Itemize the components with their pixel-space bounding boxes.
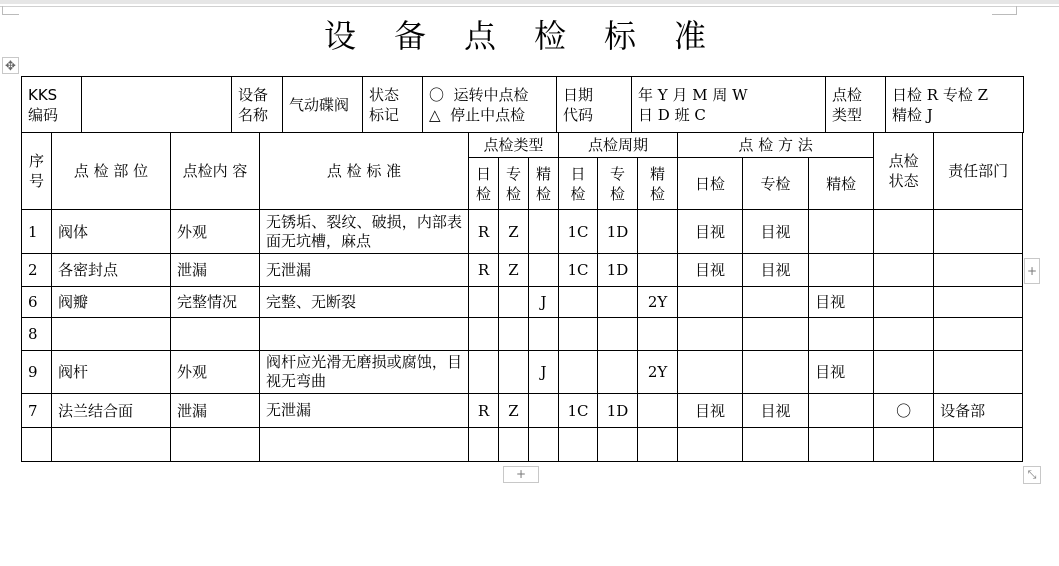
inspection-standard-table xyxy=(21,132,1023,462)
col-cycle-daily-header: 日 检 xyxy=(559,158,598,210)
col-type-precise-header: 精 检 xyxy=(529,158,559,210)
table-row xyxy=(22,287,1023,318)
col-cycle-precise-header: 精 检 xyxy=(638,158,678,210)
cell-t-j[interactable] xyxy=(529,254,559,287)
date-code-label: 日期 代码 xyxy=(557,77,632,133)
col-cycle-special-header: 专 检 xyxy=(598,158,638,210)
cell-content[interactable]: 泄漏 xyxy=(171,394,260,428)
cell-c-r[interactable] xyxy=(559,287,598,318)
cell-standard[interactable]: 完整、无断裂 xyxy=(260,287,469,318)
cell-t-j[interactable]: J xyxy=(529,351,559,394)
table-row xyxy=(22,210,1023,254)
cell-c-z[interactable] xyxy=(598,287,638,318)
cell-t-r[interactable] xyxy=(469,351,499,394)
cell-c-z[interactable]: 1D xyxy=(598,210,638,254)
cell-t-j[interactable] xyxy=(529,318,559,351)
cell-t-z[interactable]: Z xyxy=(499,254,529,287)
cell-standard[interactable] xyxy=(260,428,469,462)
cell-c-z[interactable] xyxy=(598,351,638,394)
cell-t-r[interactable]: R xyxy=(469,210,499,254)
cell-seq[interactable]: 7 xyxy=(22,394,52,428)
cell-seq[interactable]: 9 xyxy=(22,351,52,394)
cell-seq[interactable]: 2 xyxy=(22,254,52,287)
cell-part[interactable]: 阀瓣 xyxy=(52,287,171,318)
cell-m-r[interactable]: 目视 xyxy=(678,210,743,254)
cell-standard[interactable]: 无泄漏 xyxy=(260,394,469,428)
cell-m-r[interactable] xyxy=(678,351,743,394)
cell-t-z[interactable] xyxy=(499,351,529,394)
col-status-header: 点检 状态 xyxy=(874,133,934,210)
col-method-daily-header: 日检 xyxy=(678,158,743,210)
cell-c-j[interactable]: 2Y xyxy=(638,351,678,394)
cell-content[interactable]: 完整情况 xyxy=(171,287,260,318)
cell-c-r[interactable]: 1C xyxy=(559,394,598,428)
add-column-plus-icon[interactable]: + xyxy=(503,466,539,483)
cell-status[interactable] xyxy=(874,287,934,318)
col-method-precise-header: 精检 xyxy=(809,158,874,210)
check-type-legend: 日检 R 专检 Z 精检 J xyxy=(886,77,1024,133)
status-mark-label: 状态 标记 xyxy=(363,77,423,133)
cell-m-r[interactable]: 目视 xyxy=(678,394,743,428)
table-row xyxy=(22,428,1023,462)
cell-dept[interactable] xyxy=(934,351,1023,394)
cell-m-r[interactable] xyxy=(678,287,743,318)
cell-seq[interactable] xyxy=(22,428,52,462)
cell-t-j[interactable] xyxy=(529,210,559,254)
cell-part[interactable]: 各密封点 xyxy=(52,254,171,287)
cell-c-j[interactable] xyxy=(638,428,678,462)
cell-m-j[interactable] xyxy=(809,394,874,428)
cell-c-r[interactable] xyxy=(559,318,598,351)
cell-dept[interactable]: 设备部 xyxy=(934,394,1023,428)
cell-c-z[interactable] xyxy=(598,318,638,351)
col-type-group-header: 点检类型 xyxy=(469,133,559,158)
running-check-legend: 〇 运转中点检 xyxy=(429,85,529,104)
col-type-daily-header: 日 检 xyxy=(469,158,499,210)
cell-content[interactable]: 外观 xyxy=(171,351,260,394)
cell-standard[interactable]: 阀杆应光滑无磨损或腐蚀，目视无弯曲 xyxy=(260,351,469,394)
cell-part[interactable] xyxy=(52,318,171,351)
cell-m-z[interactable]: 目视 xyxy=(743,394,809,428)
cell-m-j[interactable] xyxy=(809,318,874,351)
cell-m-z[interactable] xyxy=(743,428,809,462)
cell-part[interactable]: 阀杆 xyxy=(52,351,171,394)
cell-t-z[interactable]: Z xyxy=(499,210,529,254)
cell-standard[interactable]: 无锈垢、裂纹、破损，内部表面无坑槽，麻点 xyxy=(260,210,469,254)
cell-m-z[interactable] xyxy=(743,318,809,351)
cell-c-z[interactable]: 1D xyxy=(598,254,638,287)
table-resize-icon[interactable]: ⤡ xyxy=(1023,466,1041,484)
cell-c-j[interactable] xyxy=(638,318,678,351)
header-info-table xyxy=(21,76,1024,133)
cell-t-j[interactable] xyxy=(529,428,559,462)
col-dept-header: 责任部门 xyxy=(934,133,1023,210)
cell-t-r[interactable]: R xyxy=(469,254,499,287)
cell-m-z[interactable] xyxy=(743,287,809,318)
add-row-plus-icon[interactable]: + xyxy=(1024,258,1040,284)
cell-t-r[interactable] xyxy=(469,318,499,351)
cell-seq[interactable]: 8 xyxy=(22,318,52,351)
cell-m-j[interactable] xyxy=(809,254,874,287)
cell-seq[interactable]: 1 xyxy=(22,210,52,254)
cell-m-j[interactable] xyxy=(809,428,874,462)
cell-c-j[interactable] xyxy=(638,394,678,428)
cell-dept[interactable] xyxy=(934,287,1023,318)
kks-code-value[interactable] xyxy=(82,77,232,133)
cell-m-z[interactable] xyxy=(743,351,809,394)
cell-t-z[interactable] xyxy=(499,287,529,318)
equipment-name-label: 设备 名称 xyxy=(232,77,283,133)
cell-m-z[interactable]: 目视 xyxy=(743,210,809,254)
status-mark-legend xyxy=(423,77,557,133)
table-row xyxy=(22,318,1023,351)
col-standard-header: 点 检 标 准 xyxy=(260,133,469,210)
cell-t-r[interactable]: R xyxy=(469,394,499,428)
cell-content[interactable] xyxy=(171,318,260,351)
table-row xyxy=(22,394,1023,428)
col-type-special-header: 专 检 xyxy=(499,158,529,210)
cell-m-z[interactable]: 目视 xyxy=(743,254,809,287)
cell-standard[interactable] xyxy=(260,318,469,351)
table-move-handle-icon[interactable]: ✥ xyxy=(2,57,19,74)
cell-t-z[interactable] xyxy=(499,318,529,351)
kks-code-label: KKS 编码 xyxy=(22,77,82,133)
table-row xyxy=(22,351,1023,394)
cell-c-j[interactable]: 2Y xyxy=(638,287,678,318)
cell-c-j[interactable] xyxy=(638,254,678,287)
cell-dept[interactable] xyxy=(934,428,1023,462)
page-title: 设备点检标准 xyxy=(323,17,744,55)
cell-status[interactable]: 〇 xyxy=(874,394,934,428)
cell-part[interactable]: 法兰结合面 xyxy=(52,394,171,428)
cell-seq[interactable]: 6 xyxy=(22,287,52,318)
cell-t-z[interactable] xyxy=(499,428,529,462)
cell-c-z[interactable] xyxy=(598,428,638,462)
cell-m-j[interactable] xyxy=(809,210,874,254)
col-part-header: 点 检 部 位 xyxy=(52,133,171,210)
date-code-legend: 年 Y 月 M 周 W 日 D 班 C xyxy=(632,77,826,133)
cell-status[interactable] xyxy=(874,210,934,254)
cell-c-r[interactable]: 1C xyxy=(559,254,598,287)
col-method-group-header: 点 检 方 法 xyxy=(678,133,874,158)
cell-part[interactable] xyxy=(52,428,171,462)
cell-status[interactable] xyxy=(874,428,934,462)
cell-t-r[interactable] xyxy=(469,428,499,462)
cell-part[interactable]: 阀体 xyxy=(52,210,171,254)
cell-m-r[interactable] xyxy=(678,428,743,462)
cell-content[interactable]: 外观 xyxy=(171,210,260,254)
equipment-name-value[interactable]: 气动碟阀 xyxy=(283,77,363,133)
cell-content[interactable]: 泄漏 xyxy=(171,254,260,287)
cell-dept[interactable] xyxy=(934,210,1023,254)
col-content-header: 点检内 容 xyxy=(171,133,260,210)
check-type-label: 点检 类型 xyxy=(826,77,886,133)
ruler-bar xyxy=(0,0,1059,4)
cell-standard[interactable]: 无泄漏 xyxy=(260,254,469,287)
cell-status[interactable] xyxy=(874,254,934,287)
cell-c-j[interactable] xyxy=(638,210,678,254)
col-cycle-group-header: 点检周期 xyxy=(559,133,678,158)
cell-m-r[interactable] xyxy=(678,318,743,351)
table-row xyxy=(22,254,1023,287)
cell-t-j[interactable]: J xyxy=(529,287,559,318)
cell-dept[interactable] xyxy=(934,254,1023,287)
cell-m-r[interactable]: 目视 xyxy=(678,254,743,287)
cell-dept[interactable] xyxy=(934,318,1023,351)
cell-m-j[interactable]: 目视 xyxy=(809,287,874,318)
cell-status[interactable] xyxy=(874,318,934,351)
cell-t-j[interactable] xyxy=(529,394,559,428)
page-edge xyxy=(0,6,1059,7)
cell-t-r[interactable] xyxy=(469,287,499,318)
cell-c-r[interactable] xyxy=(559,428,598,462)
cell-m-j[interactable]: 目视 xyxy=(809,351,874,394)
col-seq-header: 序 号 xyxy=(22,133,52,210)
cell-t-z[interactable]: Z xyxy=(499,394,529,428)
cell-c-r[interactable]: 1C xyxy=(559,210,598,254)
cell-content[interactable] xyxy=(171,428,260,462)
cell-c-r[interactable] xyxy=(559,351,598,394)
col-method-special-header: 专检 xyxy=(743,158,809,210)
cell-status[interactable] xyxy=(874,351,934,394)
stopped-check-legend: △ 停止中点检 xyxy=(429,105,526,124)
cell-c-z[interactable]: 1D xyxy=(598,394,638,428)
